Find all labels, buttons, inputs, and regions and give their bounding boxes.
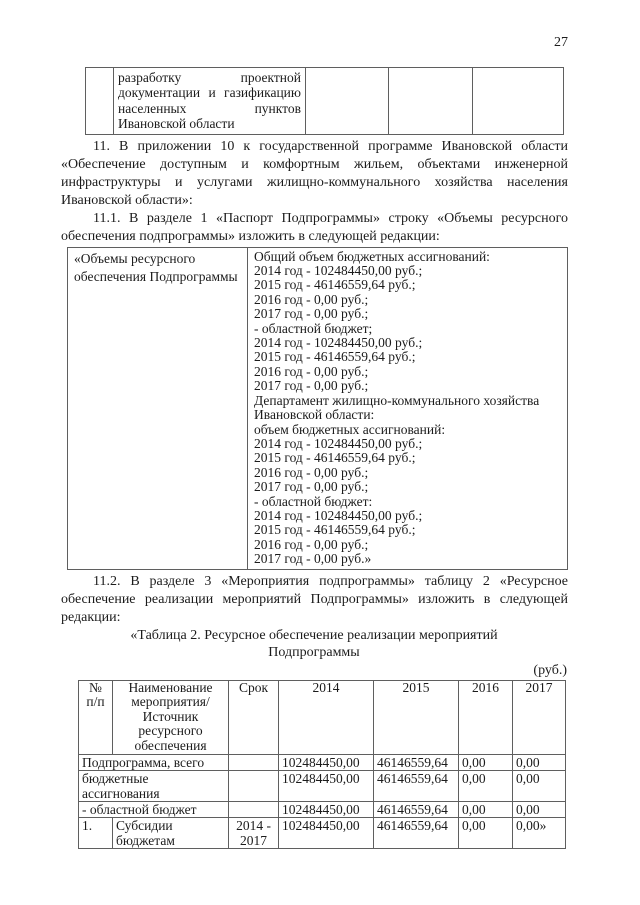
table-row [79,801,566,817]
table2-caption-line1: «Таблица 2. Ресурсное обеспечение реализации мероприятий [130,627,498,643]
passport-table [67,247,568,570]
table-row [79,770,566,801]
row-2014-cell: 102484450,00 [279,770,374,801]
page-number: 27 [554,35,568,50]
value-line: 2015 год - 46146559,64 руб.; [254,522,416,538]
table-header-row [79,680,566,754]
value-line: 2014 год - 102484450,00 руб.; [254,507,423,523]
header-2017: 2017 [513,680,566,754]
value-line: 2015 год - 46146559,64 руб.; [254,277,416,293]
row-2014-cell: 102484450,00 [279,754,374,770]
row-2015-cell: 46146559,64 [374,801,459,817]
value-line: 2017 год - 0,00 руб.» [254,551,372,567]
row-2015-cell: 46146559,64 [374,754,459,770]
row-name-cell: Подпрограмма, всего [79,754,229,770]
value-line: 2016 год - 0,00 руб.; [254,536,369,552]
value-line: 2015 год - 46146559,64 руб.; [254,349,416,365]
value-line: 2014 год - 102484450,00 руб.; [254,335,423,351]
continuation-table [85,67,564,135]
header-name: Наименование мероприятия/Источник ресурсного обеспечения [113,680,229,754]
row-2016-cell: 0,00 [459,754,513,770]
header-num: № п/п [79,680,113,754]
row-term-cell [229,770,279,801]
header-term: Срок [229,680,279,754]
value-line: 2017 год - 0,00 руб.; [254,378,369,394]
value-line: Ивановской области: [254,407,375,423]
passport-row-value-cell [248,247,568,569]
row-term-cell [229,801,279,817]
row-2015-cell: 46146559,64 [374,817,459,848]
row-2014-cell: 102484450,00 [279,817,374,848]
header-2015: 2015 [374,680,459,754]
passport-row-label-cell [68,247,248,569]
row-2017-cell: 0,00 [513,754,566,770]
value-line: - областной бюджет; [254,320,373,336]
row-2014-cell: 102484450,00 [279,801,374,817]
empty-cell [473,68,564,135]
measure-text-cell: разработку проектной документации и газификацию населенных пунктов Ивановской области [114,68,306,135]
value-line: 2016 год - 0,00 руб.; [254,464,369,480]
value-line: - областной бюджет: [254,493,373,509]
row-2016-cell: 0,00 [459,817,513,848]
row-name-cell: Субсидии бюджетам [113,817,229,848]
row-term-cell: 2014 - 2017 [229,817,279,848]
value-line: 2017 год - 0,00 руб.; [254,306,369,322]
value-line: объем бюджетных ассигнований: [254,421,446,437]
header-2016: 2016 [459,680,513,754]
row-2015-cell: 46146559,64 [374,770,459,801]
passport-row-label: «Объемы ресурсного обеспечения Подпрограммы [74,250,238,284]
row-2016-cell: 0,00 [459,801,513,817]
value-line: 2016 год - 0,00 руб.; [254,363,369,379]
table-row [68,247,568,569]
paragraph-11-2: 11.2. В разделе 3 «Мероприятия подпрограммы» таблицу 2 «Ресурсное обеспечение реализации мероприятий Подпрограммы» изложить в следующей редакции: [61,573,568,625]
value-line: 2014 год - 102484450,00 руб.; [254,263,423,279]
row-name-cell: - областной бюджет [79,801,229,817]
row-number-cell: 1. [79,817,113,848]
empty-cell [306,68,389,135]
table2-units-label: (руб.) [533,662,567,678]
row-2017-cell: 0,00 [513,801,566,817]
row-name-cell: бюджетные ассигнования [79,770,229,801]
value-line: 2014 год - 102484450,00 руб.; [254,435,423,451]
paragraph-11-1: 11.1. В разделе 1 «Паспорт Подпрограммы» строку «Объемы ресурсного обеспечения подпрограммы» изложить в следующей редакции: [61,210,568,244]
table-row [79,754,566,770]
empty-cell [389,68,473,135]
row-2017-cell: 0,00» [513,817,566,848]
value-line: Общий объем бюджетных ассигнований: [254,248,490,264]
table-row [79,817,566,848]
row-term-cell [229,754,279,770]
paragraph-11: 11. В приложении 10 к государственной программе Ивановской области «Обеспечение доступным и комфортным жильем, объектами инженерной инфраструктуры и услугами жилищно-коммунального хозяйства населения Ивановской области»: [61,138,568,208]
value-line: 2017 год - 0,00 руб.; [254,479,369,495]
resource-table [78,680,566,849]
header-2014: 2014 [279,680,374,754]
row-2017-cell: 0,00 [513,770,566,801]
table2-caption-line2: Подпрограммы [268,645,360,661]
row-number-cell [86,68,114,135]
table-row [86,68,564,135]
row-2016-cell: 0,00 [459,770,513,801]
value-line: 2016 год - 0,00 руб.; [254,291,369,307]
value-line: Департамент жилищно-коммунального хозяйства [254,392,540,408]
value-line: 2015 год - 46146559,64 руб.; [254,450,416,466]
